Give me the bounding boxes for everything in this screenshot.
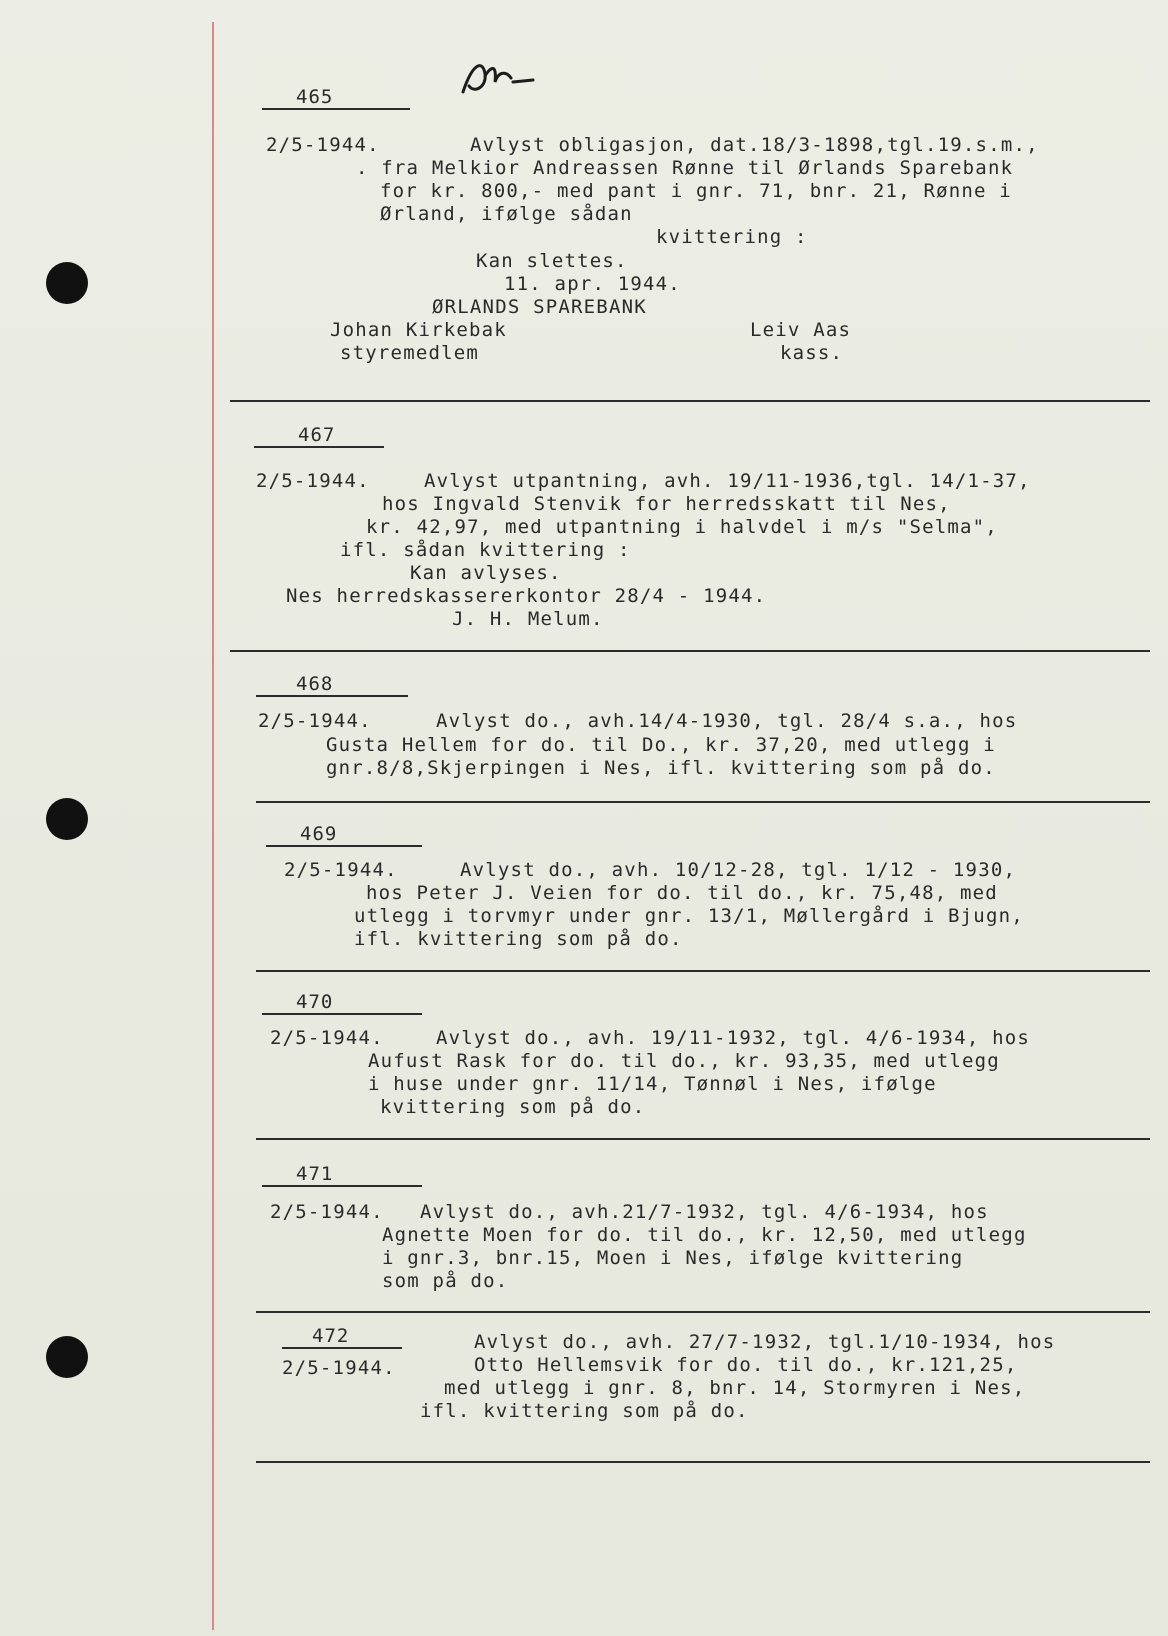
- entry-line: Kan avlyses.: [410, 562, 562, 584]
- entry-number: 471: [296, 1163, 334, 1185]
- number-underline: [254, 446, 384, 448]
- entry-line: kass.: [780, 342, 844, 364]
- entry-separator: [256, 1461, 1150, 1463]
- entry-line: gnr.8/8,Skjerpingen i Nes, ifl. kvittering som på do.: [326, 757, 996, 779]
- entry-line: ifl. kvittering som på do.: [354, 928, 683, 950]
- entry-date: 2/5-1944.: [270, 1027, 384, 1049]
- entry-line: i gnr.3, bnr.15, Moen i Nes, ifølge kvittering: [382, 1247, 964, 1269]
- entry-line: Avlyst do., avh. 27/7-1932, tgl.1/10-1934, hos: [474, 1331, 1056, 1353]
- number-underline: [266, 845, 422, 847]
- entry-line: 11. apr. 1944.: [504, 273, 681, 295]
- entry-line: styremedlem: [340, 342, 480, 364]
- entry-line: Otto Hellemsvik for do. til do., kr.121,25,: [474, 1354, 1018, 1376]
- entry-date: 2/5-1944.: [282, 1357, 396, 1379]
- entry-line: med utlegg i gnr. 8, bnr. 14, Stormyren i Nes,: [444, 1377, 1026, 1399]
- entry-number: 472: [312, 1325, 350, 1347]
- entry-separator: [230, 650, 1150, 652]
- entry-line: Agnette Moen for do. til do., kr. 12,50, med utlegg: [382, 1224, 1027, 1246]
- entry-separator: [256, 1311, 1150, 1313]
- entry-number: 469: [300, 823, 338, 845]
- entry-date: 2/5-1944.: [266, 134, 380, 156]
- entry-line: for kr. 800,- med pant i gnr. 71, bnr. 21, Rønne i: [380, 180, 1012, 202]
- entry-separator: [230, 400, 1150, 402]
- entry-line: Avlyst do., avh.14/4-1930, tgl. 28/4 s.a., hos: [436, 710, 1018, 732]
- punch-hole: [46, 262, 88, 304]
- entry-number: 465: [296, 86, 334, 108]
- entry-line: kvittering :: [656, 226, 808, 248]
- margin-line: [212, 22, 214, 1630]
- entry-date: 2/5-1944.: [270, 1201, 384, 1223]
- entry-date: 2/5-1944.: [256, 470, 370, 492]
- entry-line: Johan Kirkebak: [330, 319, 507, 341]
- entry-line: Avlyst do., avh. 19/11-1932, tgl. 4/6-1934, hos: [436, 1027, 1031, 1049]
- entry-line: Aufust Rask for do. til do., kr. 93,35, med utlegg: [368, 1050, 1000, 1072]
- entry-line: Avlyst do., avh.21/7-1932, tgl. 4/6-1934, hos: [420, 1201, 989, 1223]
- entry-date: 2/5-1944.: [258, 710, 372, 732]
- entry-number: 467: [298, 424, 336, 446]
- entry-line: utlegg i torvmyr under gnr. 13/1, Møllergård i Bjugn,: [354, 905, 1024, 927]
- entry-line: J. H. Melum.: [452, 608, 604, 630]
- initials-signature: [455, 52, 555, 107]
- entry-line: kr. 42,97, med utpantning i halvdel i m/s "Selma",: [366, 516, 998, 538]
- entry-line: Ørland, ifølge sådan: [380, 203, 633, 225]
- entry-number: 468: [296, 673, 334, 695]
- entry-separator: [256, 1138, 1150, 1140]
- entry-line: hos Ingvald Stenvik for herredsskatt til Nes,: [382, 493, 951, 515]
- entry-line: ifl. sådan kvittering :: [340, 539, 631, 561]
- number-underline: [262, 108, 410, 110]
- entry-line: kvittering som på do.: [380, 1096, 646, 1118]
- entry-line: Kan slettes.: [476, 250, 628, 272]
- entry-line: . fra Melkior Andreassen Rønne til Ørlands Sparebank: [356, 157, 1014, 179]
- number-underline: [256, 695, 408, 697]
- entry-line: ifl. kvittering som på do.: [420, 1400, 749, 1422]
- entry-line: Gusta Hellem for do. til Do., kr. 37,20, med utlegg i: [326, 734, 996, 756]
- number-underline: [282, 1347, 402, 1349]
- entry-line: som på do.: [382, 1270, 509, 1292]
- entry-line: i huse under gnr. 11/14, Tønnøl i Nes, ifølge: [368, 1073, 937, 1095]
- number-underline: [262, 1013, 422, 1015]
- number-underline: [262, 1185, 422, 1187]
- entry-line: Avlyst do., avh. 10/12-28, tgl. 1/12 - 1930,: [460, 859, 1017, 881]
- punch-hole: [46, 798, 88, 840]
- entry-separator: [256, 801, 1150, 803]
- entry-date: 2/5-1944.: [284, 859, 398, 881]
- entry-line: ØRLANDS SPAREBANK: [432, 296, 647, 318]
- entry-line: Leiv Aas: [750, 319, 852, 341]
- entry-line: Avlyst utpantning, avh. 19/11-1936,tgl. 14/1-37,: [424, 470, 1031, 492]
- entry-line: Nes herredskassererkontor 28/4 - 1944.: [286, 585, 767, 607]
- punch-hole: [46, 1336, 88, 1378]
- entry-separator: [256, 970, 1150, 972]
- entry-line: Avlyst obligasjon, dat.18/3-1898,tgl.19.s.m.,: [470, 134, 1039, 156]
- entry-line: hos Peter J. Veien for do. til do., kr. 75,48, med: [366, 882, 998, 904]
- entry-number: 470: [296, 991, 334, 1013]
